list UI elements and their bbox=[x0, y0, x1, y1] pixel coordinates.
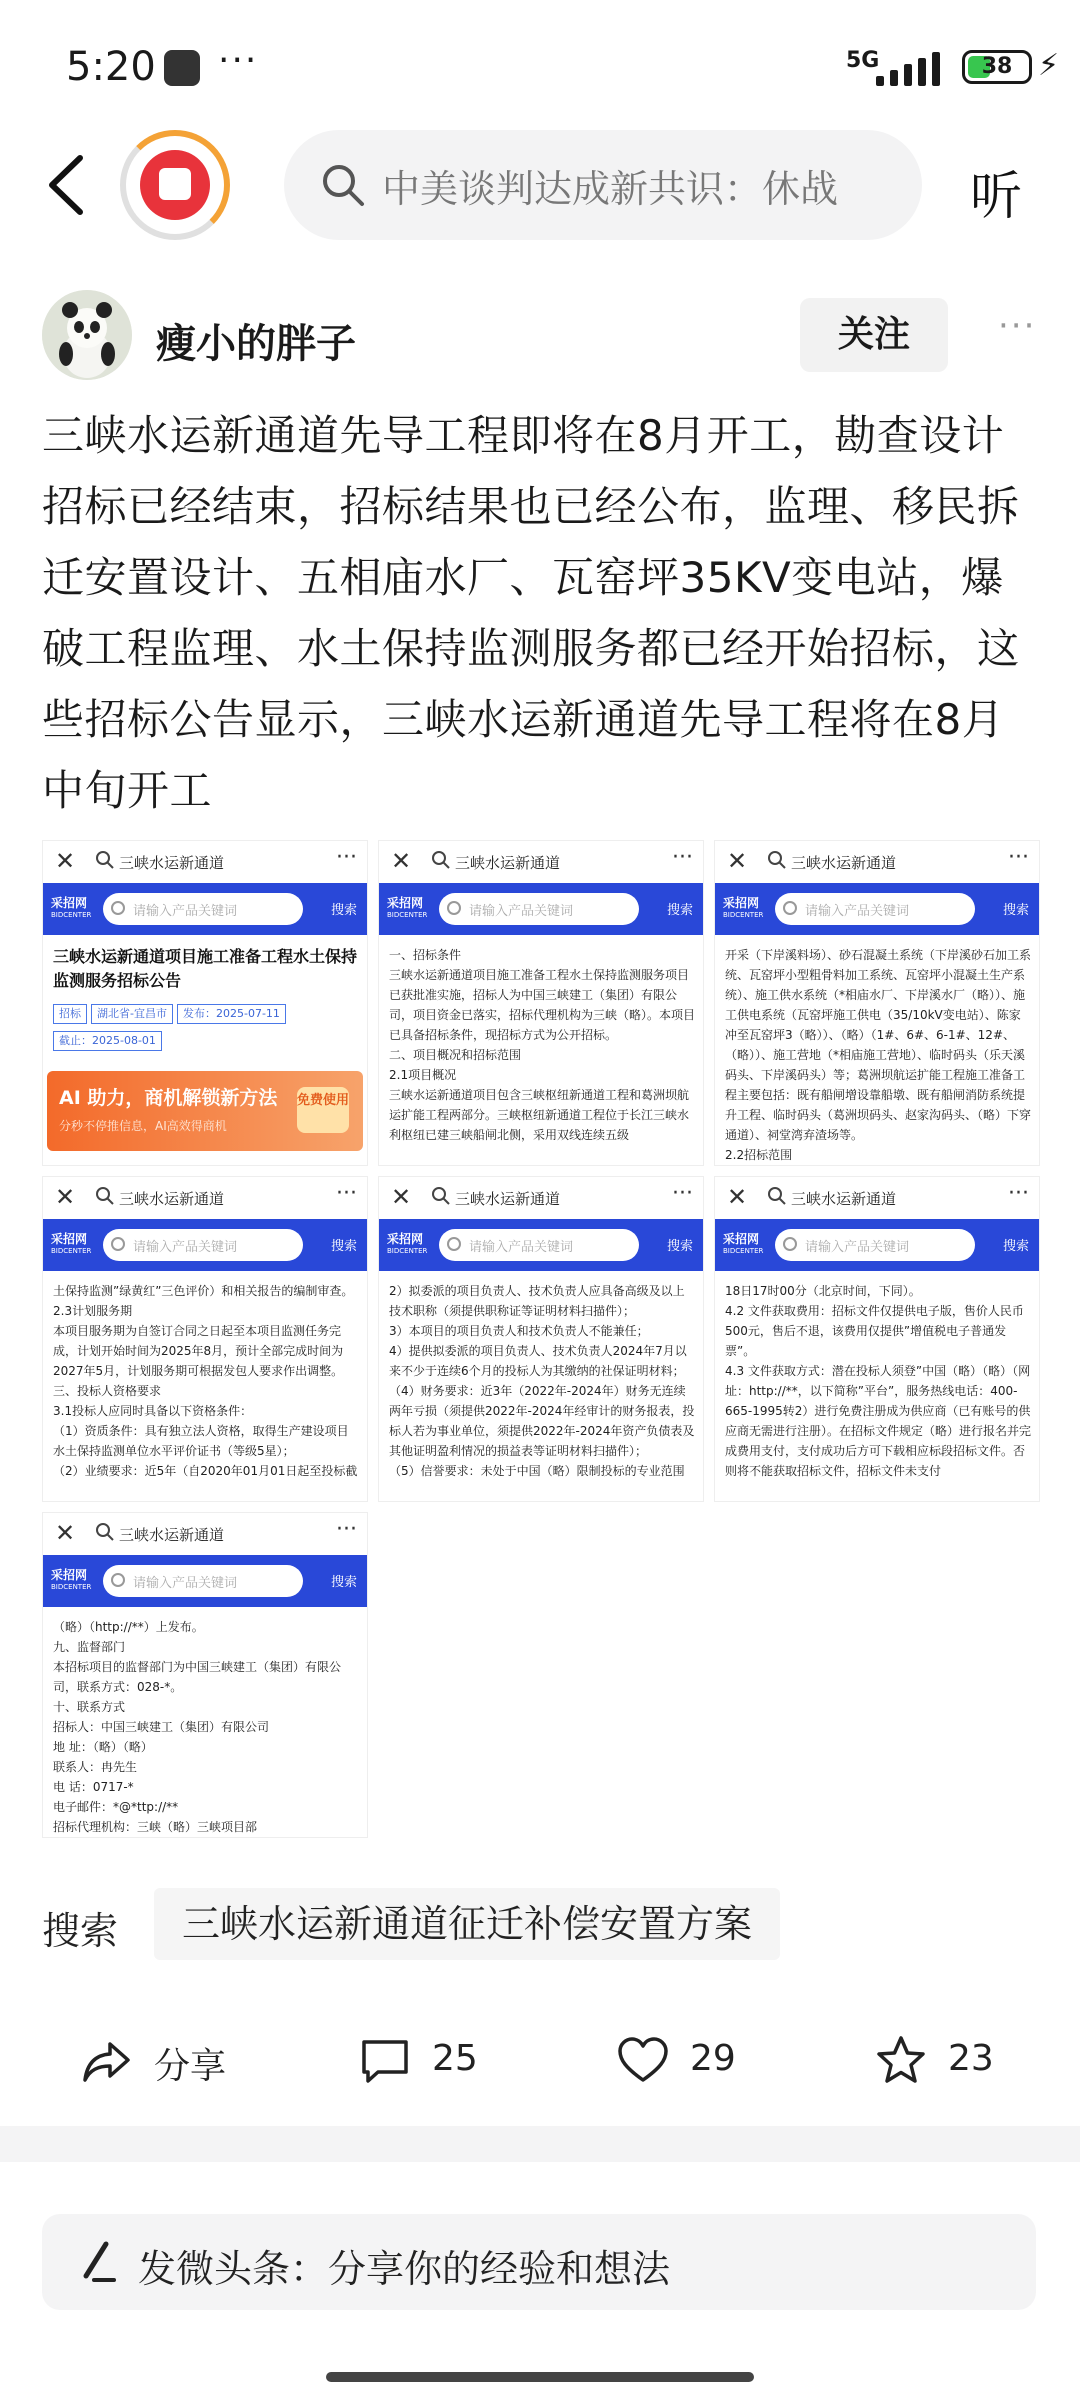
thumbnail-image[interactable] bbox=[714, 1176, 1040, 1502]
thumb-title-bar bbox=[715, 841, 1039, 883]
thumb-line: 电子邮件：*@*ttp://** bbox=[53, 1800, 179, 1814]
thumb-line: 联系人：冉先生 bbox=[53, 1760, 138, 1774]
search-icon bbox=[95, 1522, 115, 1542]
thumb-content bbox=[389, 1281, 695, 1481]
thumb-line: 招标代理机构：三峡（略）三峡项目部 bbox=[53, 1820, 258, 1834]
thumb-line: 4）提供拟委派的项目负责人、技术负责人2024年7月以来不少于连续6个月的投标人为其缴纳的社保证明材料； bbox=[389, 1344, 687, 1378]
thumb-line: 九、监督部门 bbox=[53, 1640, 126, 1654]
search-icon bbox=[447, 901, 461, 915]
thumb-doc-title: 三峡水运新通道项目施工准备工程水土保持监测服务招标公告 bbox=[53, 947, 358, 990]
search-icon bbox=[431, 1186, 451, 1206]
network-label: 5G bbox=[846, 48, 880, 73]
close-icon: ✕ bbox=[391, 847, 412, 875]
share-button[interactable] bbox=[80, 2018, 280, 2104]
thumb-search-button: 搜索 bbox=[330, 903, 357, 918]
signal-icon bbox=[876, 52, 942, 86]
search-icon bbox=[783, 1237, 797, 1251]
close-icon: ✕ bbox=[391, 1183, 412, 1211]
thumb-brand-bar bbox=[715, 1219, 1039, 1271]
thumb-line: 三、投标人资格要求 bbox=[53, 1384, 162, 1398]
thumb-line: 土保持监测”绿黄红”三色评价）和相关报告的编制审查。 bbox=[53, 1284, 354, 1298]
thumb-line: 二、项目概况和招标范围 bbox=[389, 1048, 522, 1062]
related-search bbox=[42, 1888, 1042, 1960]
search-icon bbox=[447, 1237, 461, 1251]
thumb-brand-bar bbox=[379, 1219, 703, 1271]
thumb-line: 3.1投标人应同时具备以下资格条件： bbox=[53, 1404, 253, 1418]
close-icon: ✕ bbox=[55, 1519, 76, 1547]
thumb-brand-bar bbox=[43, 1219, 367, 1271]
search-icon bbox=[95, 850, 115, 870]
favorite-button[interactable] bbox=[874, 2018, 1034, 2104]
thumb-line: 十、联系方式 bbox=[53, 1700, 126, 1714]
compose-placeholder: 发微头条：分享你的经验和想法 bbox=[138, 2247, 671, 2291]
thumb-search-title: 三峡水运新通道 bbox=[119, 1526, 225, 1544]
action-bar bbox=[0, 2018, 1080, 2104]
share-icon bbox=[80, 2034, 134, 2088]
thumb-content bbox=[725, 945, 1031, 1165]
search-icon bbox=[431, 850, 451, 870]
post-text: 三峡水运新通道先导工程即将在8月开工，勘查设计招标已经结束，招标结果也已经公布，监理、移民拆迁安置设计、五相庙水厂、瓦窑坪35KV变电站，爆破工程监理、水土保持监测服务都已经开始招标，这些招标公告显示，三峡水运新通道先导工程将在8月中旬开工 bbox=[42, 411, 1020, 815]
compose-post-input[interactable] bbox=[42, 2214, 1036, 2310]
thumb-search-button: 搜索 bbox=[330, 1239, 357, 1254]
thumb-search-button: 搜索 bbox=[1002, 1239, 1029, 1254]
thumb-search-button: 搜索 bbox=[330, 1575, 357, 1590]
thumb-tag: 截止：2025-08-01 bbox=[53, 1031, 162, 1051]
thumb-title-bar bbox=[379, 841, 703, 883]
search-icon bbox=[111, 1573, 125, 1587]
thumb-search-title: 三峡水运新通道 bbox=[791, 854, 897, 872]
thumb-search-button: 搜索 bbox=[1002, 903, 1029, 918]
battery-icon bbox=[962, 50, 1032, 84]
thumb-tag: 发布：2025-07-11 bbox=[177, 1004, 286, 1024]
thumb-line: 一、招标条件 bbox=[389, 948, 462, 962]
thumbnail-image[interactable] bbox=[378, 1176, 704, 1502]
thumb-line: 电 话：0717-* bbox=[53, 1780, 134, 1794]
thumb-search-title: 三峡水运新通道 bbox=[791, 1190, 897, 1208]
comment-icon bbox=[358, 2034, 412, 2088]
panda-avatar-icon bbox=[42, 290, 132, 380]
recorder-icon bbox=[164, 50, 200, 86]
thumb-content bbox=[53, 1281, 359, 1481]
thumb-tag: 招标 bbox=[53, 1004, 87, 1024]
thumb-search-title: 三峡水运新通道 bbox=[455, 1190, 561, 1208]
author-row bbox=[0, 290, 1080, 390]
battery-level: 38 bbox=[981, 54, 1013, 79]
close-icon: ✕ bbox=[727, 1183, 748, 1211]
related-search-chip[interactable]: 三峡水运新通道征迁补偿安置方案 bbox=[154, 1888, 780, 1960]
status-time: 5:20 bbox=[66, 44, 156, 90]
close-icon: ✕ bbox=[55, 847, 76, 875]
thumb-search-input: 请输入产品关键词 bbox=[103, 1565, 303, 1597]
thumb-content bbox=[389, 945, 695, 1145]
brand-logo: 采招网 BIDCENTER bbox=[51, 1568, 92, 1591]
thumb-title-bar bbox=[43, 841, 367, 883]
thumbnail-image[interactable] bbox=[714, 840, 1040, 1166]
thumb-line: 4.3 文件获取方式：潜在投标人须登”中国（略）（略）（网址：http://**，以下简称”平台”，服务热线电话：400-665-1995转2）进行免费注册成为供应商（已有账号的供应商无需进行注册）。在招标文件规定（略）进行报名并完成费用支付，支付成功后方可下载相应标段招标文件。否则将不能获取招标文件，招标文件未支付 bbox=[725, 1364, 1032, 1478]
thumb-line: 地 址：（略）（略） bbox=[53, 1740, 153, 1754]
thumb-search-input: 请输入产品关键词 bbox=[103, 1229, 303, 1261]
thumb-search-button: 搜索 bbox=[666, 1239, 693, 1254]
status-more-icon: ··· bbox=[218, 40, 259, 81]
thumb-menu-icon: ··· bbox=[1008, 1181, 1029, 1206]
thumb-line: 三峡水运新通道项目施工准备工程水土保持监测服务项目已获批准实施，招标人为中国三峡建工（集团）有限公司，项目资金已落实，招标代理机构为三峡（略）。本项目已具备招标条件，现招标方式为公开招标。 bbox=[389, 968, 696, 1042]
brand-logo: 采招网 BIDCENTER bbox=[387, 1232, 428, 1255]
thumb-tag: 湖北省-宜昌市 bbox=[91, 1004, 173, 1024]
thumbnail-image[interactable] bbox=[42, 1512, 368, 1838]
thumb-search-title: 三峡水运新通道 bbox=[455, 854, 561, 872]
top-nav bbox=[0, 130, 1080, 240]
charging-icon: ⚡ bbox=[1038, 48, 1060, 83]
comment-count: 25 bbox=[432, 2038, 478, 2079]
pen-icon bbox=[78, 2240, 118, 2284]
thumb-line: （略）（http://**）上发布。 bbox=[53, 1620, 204, 1634]
thumb-search-title: 三峡水运新通道 bbox=[119, 854, 225, 872]
thumb-search-input: 请输入产品关键词 bbox=[439, 893, 639, 925]
banner-subtitle: 分秒不停推信息，AI高效得商机 bbox=[59, 1119, 227, 1133]
thumb-line: 2.2招标范围 bbox=[725, 1148, 793, 1162]
thumb-search-button: 搜索 bbox=[666, 903, 693, 918]
thumb-menu-icon: ··· bbox=[672, 1181, 693, 1206]
listen-button[interactable]: 听 bbox=[970, 167, 1023, 227]
thumb-title-bar bbox=[715, 1177, 1039, 1219]
thumb-line: （1）资质条件：具有独立法人资格，取得生产建设项目水土保持监测单位水平评价证书（等级5星）； bbox=[53, 1424, 349, 1458]
thumb-title-bar bbox=[43, 1177, 367, 1219]
like-count: 29 bbox=[690, 2038, 736, 2079]
search-icon bbox=[783, 901, 797, 915]
thumb-content bbox=[53, 1617, 359, 1837]
thumb-line: 2.3计划服务期 bbox=[53, 1304, 133, 1318]
thumbnail-image[interactable] bbox=[378, 840, 704, 1166]
heart-icon bbox=[616, 2034, 670, 2088]
search-query: 中美谈判达成新共识：休战 bbox=[382, 167, 839, 211]
thumb-search-input: 请输入产品关键词 bbox=[103, 893, 303, 925]
thumb-menu-icon: ··· bbox=[1008, 845, 1029, 870]
thumb-line: 本项目服务期为自签订合同之日起至本项目监测任务完成，计划开始时间为2025年8月，预计全部完成时间为2027年5月，计划服务期可根据发包人要求作出调整。 bbox=[53, 1324, 344, 1378]
thumb-search-input: 请输入产品关键词 bbox=[439, 1229, 639, 1261]
search-icon bbox=[767, 850, 787, 870]
thumb-title-bar bbox=[379, 1177, 703, 1219]
like-button[interactable] bbox=[616, 2018, 776, 2104]
thumb-menu-icon: ··· bbox=[672, 845, 693, 870]
thumbnail-image[interactable] bbox=[42, 1176, 368, 1502]
thumb-line: 三峡水运新通道项目包含三峡枢纽新通道工程和葛洲坝航运扩能工程两部分。三峡枢纽新通道工程位于长江三峡水利枢纽已建三峡船闸北侧，采用双线连续五级 bbox=[389, 1088, 690, 1142]
ai-promo-banner bbox=[47, 1071, 363, 1151]
close-icon: ✕ bbox=[55, 1183, 76, 1211]
avatar[interactable] bbox=[42, 290, 132, 380]
back-icon[interactable] bbox=[40, 150, 96, 220]
search-icon bbox=[95, 1186, 115, 1206]
thumb-search-input: 请输入产品关键词 bbox=[775, 1229, 975, 1261]
thumb-line: 2.1项目概况 bbox=[389, 1068, 457, 1082]
author-name[interactable]: 瘦小的胖子 bbox=[156, 321, 356, 367]
status-bar bbox=[0, 0, 1080, 140]
brand-logo: 采招网 BIDCENTER bbox=[51, 1232, 92, 1255]
close-icon: ✕ bbox=[727, 847, 748, 875]
thumb-search-title: 三峡水运新通道 bbox=[119, 1190, 225, 1208]
search-bar[interactable] bbox=[284, 130, 922, 240]
thumb-content bbox=[725, 1281, 1031, 1481]
related-search-label: 搜索 bbox=[42, 1909, 119, 1953]
thumb-line: 开采（下岸溪料场）、砂石混凝土系统（下岸溪砂石加工系统、瓦窑坪小型粗骨料加工系统、瓦窑坪小混凝土生产系统）、施工供水系统（*相庙水厂、下岸溪水厂（略））、施工供电系统（瓦窑坪施工供电（35/10kV变电站）、陈家冲至瓦窑坪3（略））、（略）（1#、6#、6-1#、12#、（略））、施工营地（*相庙施工营地）、临时码头（乐天溪码头、下岸溪码头）等；葛洲坝航运扩能工程施工准备工程主要包括：既有船闸增设靠船墩、既有船闸消防系统提升工程、临时码头（葛洲坝码头、赵家沟码头、（略）下穿通道）、祠堂湾弃渣场等。 bbox=[725, 948, 1032, 1142]
brand-logo: 采招网 BIDCENTER bbox=[723, 896, 764, 919]
thumb-line: 18日17时00分（北京时间，下同）。 bbox=[725, 1284, 921, 1298]
thumb-brand-bar bbox=[379, 883, 703, 935]
brand-logo: 采招网 BIDCENTER bbox=[51, 896, 92, 919]
section-divider bbox=[0, 2126, 1080, 2162]
thumb-menu-icon: ··· bbox=[336, 1517, 357, 1542]
star-icon bbox=[874, 2034, 928, 2088]
thumb-line: （2）业绩要求：近5年（自2020年01月01日起至投标截 bbox=[53, 1464, 358, 1478]
comment-button[interactable] bbox=[358, 2018, 518, 2104]
thumb-line: （5）信誉要求：未处于中国（略）限制投标的专业范围 bbox=[389, 1464, 685, 1478]
thumbnail-image[interactable] bbox=[42, 840, 368, 1166]
thumb-line: 招标人：中国三峡建工（集团）有限公司 bbox=[53, 1720, 270, 1734]
thumb-line: 3）本项目的项目负责人和技术负责人不能兼任； bbox=[389, 1324, 649, 1338]
toutiao-logo-icon[interactable] bbox=[120, 130, 230, 240]
search-icon bbox=[111, 1237, 125, 1251]
search-icon bbox=[111, 901, 125, 915]
thumb-brand-bar bbox=[43, 1555, 367, 1607]
search-icon bbox=[767, 1186, 787, 1206]
thumb-line: 4.2 文件获取费用：招标文件仅提供电子版，售价人民币500元，售后不退，该费用仅提供”增值税电子普通发票”。 bbox=[725, 1304, 1024, 1358]
share-label: 分享 bbox=[154, 2046, 227, 2087]
thumb-line: （4）财务要求：近3年（2022年-2024年）财务无连续两年亏损（须提供2022年-2024年经审计的财务报表，投标人若为事业单位，须提供2022年-2024年资产负债表及其他证明盈利情况的损益表等证明材料扫描件）； bbox=[389, 1384, 695, 1458]
favorite-count: 23 bbox=[948, 2038, 994, 2079]
thumb-title-bar bbox=[43, 1513, 367, 1555]
home-indicator[interactable] bbox=[326, 2372, 754, 2382]
brand-logo: 采招网 BIDCENTER bbox=[387, 896, 428, 919]
thumb-content bbox=[53, 945, 359, 1057]
follow-button[interactable]: 关注 bbox=[800, 298, 948, 372]
brand-logo: 采招网 BIDCENTER bbox=[723, 1232, 764, 1255]
more-options-icon[interactable]: ··· bbox=[998, 306, 1037, 346]
thumb-brand-bar bbox=[43, 883, 367, 935]
thumb-line: 本招标项目的监督部门为中国三峡建工（集团）有限公司，联系方式：028-*。 bbox=[53, 1660, 342, 1694]
thumb-menu-icon: ··· bbox=[336, 845, 357, 870]
banner-badge: 免费使用 bbox=[297, 1087, 349, 1133]
thumb-brand-bar bbox=[715, 883, 1039, 935]
thumb-menu-icon: ··· bbox=[336, 1181, 357, 1206]
thumb-search-input: 请输入产品关键词 bbox=[775, 893, 975, 925]
thumb-line: 2）拟委派的项目负责人、技术负责人应具备高级及以上技术职称（须提供职称证等证明材料扫描件）； bbox=[389, 1284, 685, 1318]
search-icon bbox=[320, 162, 366, 208]
banner-title: AI 助力，商机解锁新方法 bbox=[59, 1087, 278, 1109]
